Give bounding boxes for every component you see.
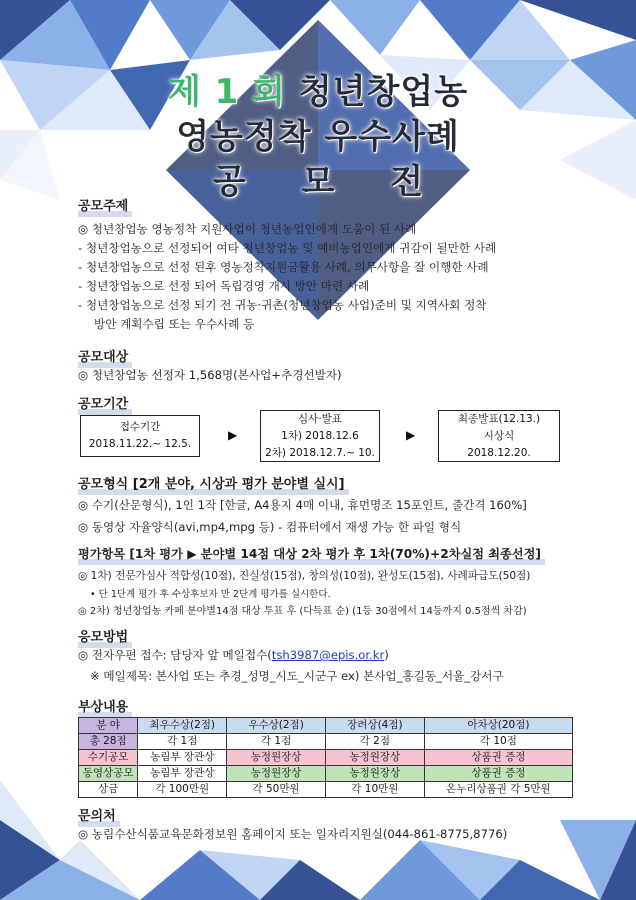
title-edition: 제 1 회 bbox=[167, 72, 286, 112]
evaluation-heading: 평가항목 [1차 평가 ▶ 분야별 14점 대상 2차 평가 후 1차(70%)+2차실점 최종선정] bbox=[78, 547, 541, 561]
period-box-date: 2018.12.20. bbox=[467, 446, 531, 459]
table-cell: 각 1점 bbox=[227, 734, 326, 750]
table-cell: 상금 bbox=[79, 782, 138, 798]
table-cell: 상품권 증정 bbox=[424, 750, 572, 766]
table-header-cell: 아차상(20점) bbox=[424, 718, 572, 734]
title-line-2: 영농정착 우수사례 bbox=[176, 117, 460, 157]
table-cell: 상품권 증정 bbox=[424, 766, 572, 782]
apply-prefix: ◎ 전자우편 접수: 담당자 앞 메일접수( bbox=[78, 648, 272, 662]
apply-suffix: ) bbox=[384, 648, 389, 662]
table-cell: 각 1점 bbox=[138, 734, 227, 750]
evaluation-item-1: ◎ 1차) 전문가심사 적합성(10점), 진실성(15점), 창의성(10점), 완성도(15점), 사례파급도(50점) bbox=[78, 570, 531, 582]
arrow-icon: ▶ bbox=[228, 428, 238, 442]
table-cell: 농정원장상 bbox=[325, 766, 424, 782]
table-cell: 농림부 장관상 bbox=[138, 766, 227, 782]
period-box-date: 1차) 2018.12.6 bbox=[281, 429, 359, 442]
theme-item: - 청년창업농으로 선정 되기 전 귀농·귀촌(청년창업농 사업)준비 및 지역사회 정착 bbox=[78, 298, 487, 312]
period-box-label: 심사·발표 bbox=[298, 412, 342, 425]
period-box-label: 시상식 bbox=[483, 429, 515, 442]
apply-mail-subject: ※ 메일제목: 본사업 또는 추경_성명_시도_시군구 ex) 본사업_홍길동_서울_강서구 bbox=[90, 669, 504, 683]
table-cell: 각 50만원 bbox=[227, 782, 326, 798]
table-cell: 온누리상품권 각 5만원 bbox=[424, 782, 572, 798]
table-cell: 각 100만원 bbox=[138, 782, 227, 798]
target-text: ◎ 청년창업농 선정자 1,568명(본사업+추경선발자) bbox=[78, 368, 342, 382]
period-box-date: 2018.11.22.~ 12.5. bbox=[88, 438, 192, 450]
table-cell: 농림부 장관상 bbox=[138, 750, 227, 766]
period-box-label: 접수기간 bbox=[119, 421, 161, 433]
format-item: ◎ 수기(산문형식), 1인 1작 [한글, A4용지 4매 이내, 휴먼명조 15포인트, 줄간격 160%] bbox=[78, 498, 527, 512]
table-header-cell: 장려상(4점) bbox=[325, 718, 424, 734]
table-header-cell: 분 야 bbox=[79, 718, 138, 734]
poster-title bbox=[0, 70, 636, 205]
evaluation-note: • 단 1단계 평가 후 수상후보자 만 2단계 평가를 실시한다. bbox=[90, 589, 331, 600]
table-cell: 각 2점 bbox=[325, 734, 424, 750]
table-cell: 총 28점 bbox=[79, 734, 138, 750]
period-box-date: 2차) 2018.12.7.~ 10. bbox=[265, 446, 375, 459]
format-item: ◎ 동영상 자율양식(avi,mp4,mpg 등) - 컴퓨터에서 재생 가능 한 파일 형식 bbox=[78, 520, 462, 534]
period-box-final bbox=[438, 410, 560, 462]
theme-item: - 청년창업농으로 선정 된후 영농정착지원금활용 사례, 의무사항을 잘 이행한 사례 bbox=[78, 260, 489, 274]
title-line-3: 공 모 전 bbox=[212, 162, 446, 202]
table-row bbox=[79, 782, 573, 798]
table-header-row bbox=[79, 718, 573, 734]
theme-heading: 공모주제 bbox=[78, 195, 128, 214]
table-cell: 수기공모 bbox=[79, 750, 138, 766]
table-cell: 동영상공모 bbox=[79, 766, 138, 782]
apply-email-line bbox=[78, 647, 389, 663]
period-box-label: 최종발표(12.13.) bbox=[457, 412, 541, 425]
table-row bbox=[79, 766, 573, 782]
format-heading: 공모형식 [2개 분야, 시상과 평가 분야별 실시] bbox=[78, 473, 345, 492]
apply-heading: 응모방법 bbox=[78, 626, 128, 645]
title-main: 청년창업농 bbox=[298, 72, 469, 112]
table-cell: 각 10점 bbox=[424, 734, 572, 750]
evaluation-item-2: ◎ 2차) 청년창업농 카페 분야별14점 대상 투표 후 (다득표 순) (1등 30점에서 14등까지 0.5점씩 차감) bbox=[78, 606, 527, 617]
target-heading: 공모대상 bbox=[78, 346, 128, 365]
theme-item: 방안 계획수립 또는 우수사례 등 bbox=[94, 317, 255, 331]
period-box-review bbox=[260, 410, 380, 462]
table-cell: 농정원장상 bbox=[227, 766, 326, 782]
theme-item: - 청년창업농으로 선정 되어 독립경영 개시 방안 마련 사례 bbox=[78, 279, 370, 293]
table-cell: 농정원장상 bbox=[325, 750, 424, 766]
table-row bbox=[79, 734, 573, 750]
awards-table bbox=[78, 717, 573, 798]
title-line-1 bbox=[0, 70, 636, 115]
awards-heading: 부상내용 bbox=[78, 696, 128, 715]
table-header-cell: 우수상(2점) bbox=[227, 718, 326, 734]
theme-item: - 청년창업농으로 선정되어 여타 청년창업농 및 예비농업인에게 귀감이 될만한 사례 bbox=[78, 241, 497, 255]
contact-text: ◎ 농림수산식품교육문화정보원 홈페이지 또는 일자리지원실(044-861-8775,8776) bbox=[78, 827, 508, 841]
table-header-cell: 최우수상(2점) bbox=[138, 718, 227, 734]
arrow-icon: ▶ bbox=[406, 428, 416, 442]
period-heading: 공모기간 bbox=[78, 393, 128, 412]
table-cell: 각 10만원 bbox=[325, 782, 424, 798]
period-box-receipt bbox=[80, 415, 200, 457]
table-cell: 농정원장상 bbox=[227, 750, 326, 766]
email-link[interactable]: tsh3987@epis.or.kr bbox=[271, 648, 385, 662]
theme-main: ◎ 청년창업농 영농정착 지원사업이 청년농업인에게 도움이 된 사례 bbox=[78, 222, 417, 236]
contact-heading: 문의처 bbox=[78, 805, 116, 824]
table-row bbox=[79, 750, 573, 766]
